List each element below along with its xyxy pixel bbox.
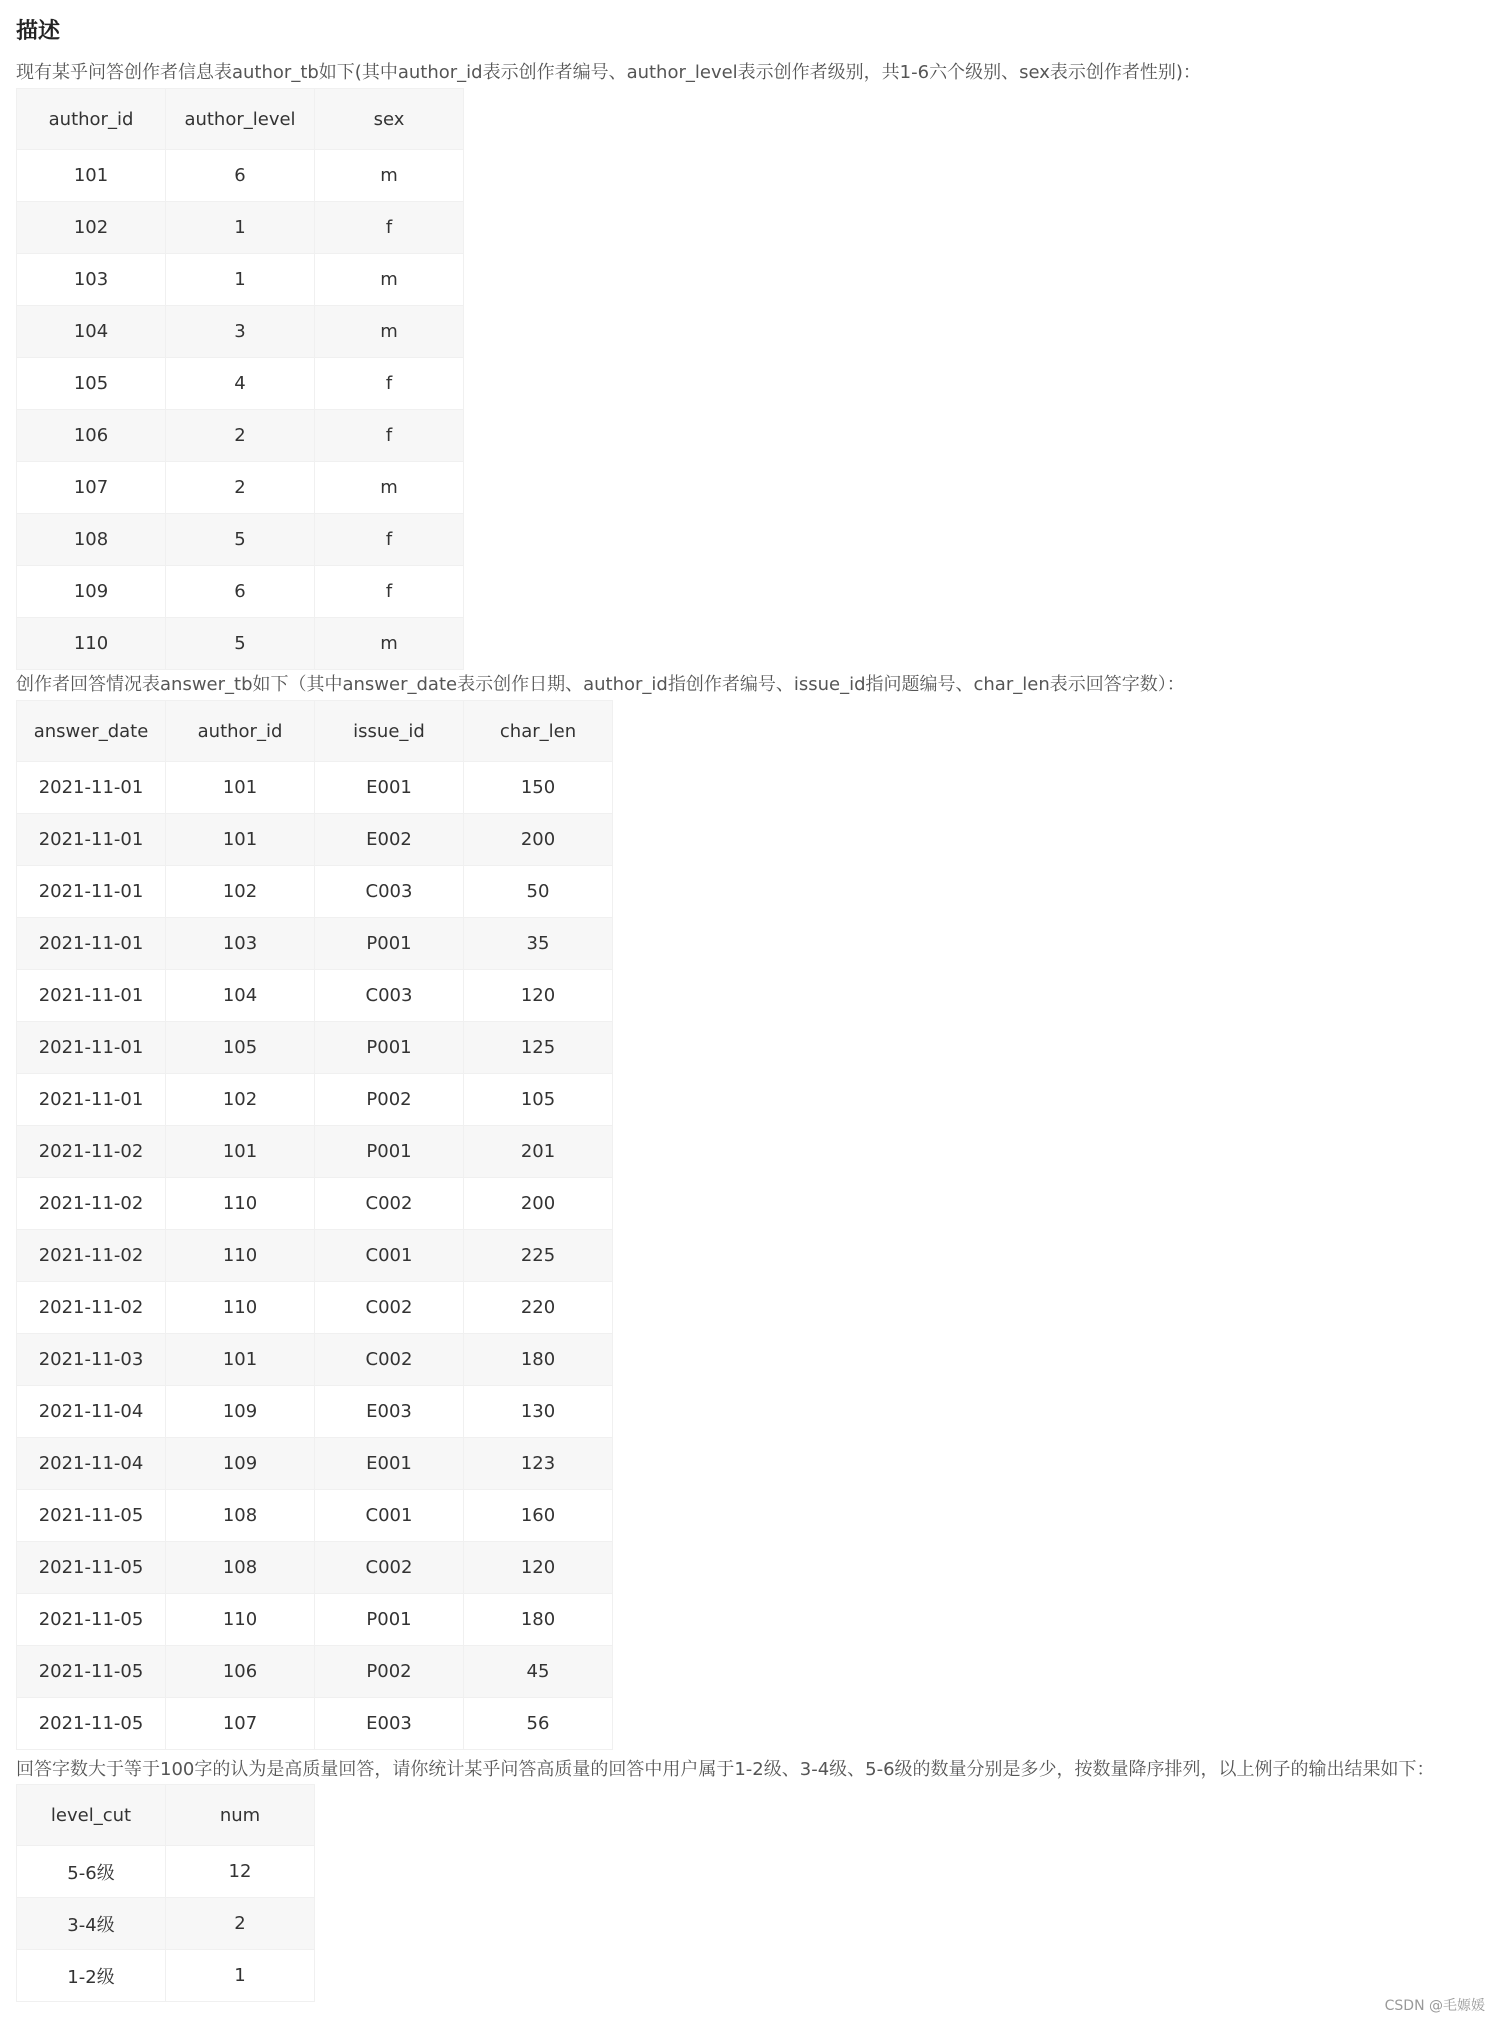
table-cell: 102 [166, 1074, 315, 1126]
section-heading: 描述 [16, 19, 61, 44]
table-cell: 106 [166, 1646, 315, 1698]
table-cell: 150 [464, 762, 613, 814]
table-cell: f [315, 202, 464, 254]
table-cell: 2021-11-01 [17, 970, 166, 1022]
table-cell: m [315, 150, 464, 202]
table-cell: 4 [166, 358, 315, 410]
table-header-row [17, 89, 464, 150]
table-row [17, 1542, 613, 1594]
table-cell: f [315, 358, 464, 410]
table-row [17, 918, 613, 970]
table-cell: 103 [17, 254, 166, 306]
table-header-row [17, 1785, 315, 1846]
table-row [17, 1074, 613, 1126]
watermark: CSDN @毛嫄媛 [1384, 1998, 1485, 2014]
table-cell: 2021-11-01 [17, 866, 166, 918]
table-cell: 2021-11-05 [17, 1698, 166, 1750]
table-row [17, 618, 464, 670]
table-cell: m [315, 254, 464, 306]
table-cell: C003 [315, 970, 464, 1022]
table-cell: 110 [166, 1594, 315, 1646]
column-header-answer-date: answer_date [17, 701, 166, 762]
table-cell: P001 [315, 1594, 464, 1646]
table-cell: E002 [315, 814, 464, 866]
answer-table [16, 700, 613, 1750]
table-header-row [17, 701, 613, 762]
table-cell: 109 [17, 566, 166, 618]
table-cell: 50 [464, 866, 613, 918]
table-cell: 107 [166, 1698, 315, 1750]
table-cell: 5 [166, 618, 315, 670]
table-cell: 108 [17, 514, 166, 566]
table-cell: C002 [315, 1178, 464, 1230]
table-row [17, 1594, 613, 1646]
table-cell: 6 [166, 150, 315, 202]
table-cell: 2021-11-02 [17, 1126, 166, 1178]
table-cell: 101 [166, 762, 315, 814]
table-cell: C002 [315, 1282, 464, 1334]
table-cell: C001 [315, 1490, 464, 1542]
table-cell: 110 [17, 618, 166, 670]
table-cell: 56 [464, 1698, 613, 1750]
table-row [17, 1898, 315, 1950]
table-row [17, 762, 613, 814]
table-cell: 105 [166, 1022, 315, 1074]
table-cell: 200 [464, 814, 613, 866]
column-header-sex: sex [315, 89, 464, 150]
table-cell: P001 [315, 1126, 464, 1178]
table-cell: 110 [166, 1178, 315, 1230]
column-header-char-len: char_len [464, 701, 613, 762]
table-cell: 2 [166, 462, 315, 514]
result-table [16, 1784, 315, 2002]
table-cell: 5-6级 [17, 1846, 166, 1898]
table-cell: 160 [464, 1490, 613, 1542]
column-header-issue-id: issue_id [315, 701, 464, 762]
table-cell: 45 [464, 1646, 613, 1698]
table-cell: 180 [464, 1594, 613, 1646]
table-cell: 2021-11-03 [17, 1334, 166, 1386]
author-table-description: 现有某乎问答创作者信息表author_tb如下(其中author_id表示创作者编号、author_level表示创作者级别，共1-6六个级别、sex表示创作者性别)： [16, 62, 1201, 83]
table-row [17, 514, 464, 566]
table-cell: 35 [464, 918, 613, 970]
table-cell: 120 [464, 970, 613, 1022]
table-cell: 2021-11-01 [17, 1074, 166, 1126]
table-cell: 2021-11-01 [17, 814, 166, 866]
table-cell: 102 [166, 866, 315, 918]
table-cell: 1 [166, 254, 315, 306]
table-cell: 6 [166, 566, 315, 618]
table-cell: 2021-11-02 [17, 1178, 166, 1230]
table-row [17, 1646, 613, 1698]
table-cell: 201 [464, 1126, 613, 1178]
table-row [17, 462, 464, 514]
table-row [17, 1386, 613, 1438]
table-cell: 2021-11-01 [17, 762, 166, 814]
table-row [17, 566, 464, 618]
table-cell: C001 [315, 1230, 464, 1282]
table-row [17, 1282, 613, 1334]
table-cell: m [315, 306, 464, 358]
table-row [17, 1698, 613, 1750]
table-cell: m [315, 462, 464, 514]
table-cell: P001 [315, 918, 464, 970]
table-cell: 104 [166, 970, 315, 1022]
table-cell: 2021-11-04 [17, 1438, 166, 1490]
column-header-author-id: author_id [166, 701, 315, 762]
table-cell: 101 [166, 814, 315, 866]
table-cell: E003 [315, 1698, 464, 1750]
author-table [16, 88, 464, 670]
table-cell: 101 [17, 150, 166, 202]
answer-table-description: 创作者回答情况表answer_tb如下（其中answer_date表示创作日期、author_id指创作者编号、issue_id指问题编号、char_len表示回答字数）： [16, 674, 1185, 695]
table-cell: E001 [315, 1438, 464, 1490]
table-row [17, 150, 464, 202]
table-cell: 105 [17, 358, 166, 410]
table-row [17, 814, 613, 866]
table-cell: 12 [166, 1846, 315, 1898]
column-header-author-level: author_level [166, 89, 315, 150]
table-cell: 2 [166, 1898, 315, 1950]
table-row [17, 1438, 613, 1490]
table-cell: 220 [464, 1282, 613, 1334]
table-row [17, 358, 464, 410]
table-cell: E003 [315, 1386, 464, 1438]
table-cell: 110 [166, 1282, 315, 1334]
table-cell: 120 [464, 1542, 613, 1594]
column-header-level-cut: level_cut [17, 1785, 166, 1846]
table-cell: 104 [17, 306, 166, 358]
table-cell: 108 [166, 1490, 315, 1542]
table-row [17, 1178, 613, 1230]
table-row [17, 254, 464, 306]
table-row [17, 1022, 613, 1074]
table-cell: 2 [166, 410, 315, 462]
table-cell: 108 [166, 1542, 315, 1594]
table-cell: 5 [166, 514, 315, 566]
table-cell: m [315, 618, 464, 670]
table-cell: 105 [464, 1074, 613, 1126]
table-row [17, 410, 464, 462]
result-table-description: 回答字数大于等于100字的认为是高质量回答，请你统计某乎问答高质量的回答中用户属于1-2级、3-4级、5-6级的数量分别是多少，按数量降序排列，以上例子的输出结果如下： [16, 1759, 1435, 1780]
table-cell: f [315, 410, 464, 462]
table-row [17, 866, 613, 918]
table-cell: 2021-11-02 [17, 1282, 166, 1334]
table-cell: 2021-11-05 [17, 1646, 166, 1698]
table-cell: 2021-11-05 [17, 1542, 166, 1594]
table-cell: 109 [166, 1386, 315, 1438]
table-cell: 123 [464, 1438, 613, 1490]
column-header-author-id: author_id [17, 89, 166, 150]
column-header-num: num [166, 1785, 315, 1846]
table-cell: 1 [166, 1950, 315, 2002]
table-cell: 2021-11-01 [17, 918, 166, 970]
table-cell: 2021-11-04 [17, 1386, 166, 1438]
table-cell: f [315, 566, 464, 618]
table-cell: 110 [166, 1230, 315, 1282]
table-cell: f [315, 514, 464, 566]
table-cell: C003 [315, 866, 464, 918]
table-cell: C002 [315, 1334, 464, 1386]
table-cell: 200 [464, 1178, 613, 1230]
table-cell: 130 [464, 1386, 613, 1438]
table-cell: 101 [166, 1126, 315, 1178]
table-row [17, 1126, 613, 1178]
table-row [17, 306, 464, 358]
table-cell: 1-2级 [17, 1950, 166, 2002]
table-cell: 225 [464, 1230, 613, 1282]
table-cell: P001 [315, 1022, 464, 1074]
table-cell: 109 [166, 1438, 315, 1490]
table-row [17, 1950, 315, 2002]
table-cell: 180 [464, 1334, 613, 1386]
table-cell: 102 [17, 202, 166, 254]
table-cell: 3-4级 [17, 1898, 166, 1950]
table-row [17, 1490, 613, 1542]
table-cell: 125 [464, 1022, 613, 1074]
table-cell: 2021-11-02 [17, 1230, 166, 1282]
table-cell: 101 [166, 1334, 315, 1386]
table-cell: 106 [17, 410, 166, 462]
table-row [17, 1334, 613, 1386]
table-cell: 2021-11-05 [17, 1594, 166, 1646]
table-cell: P002 [315, 1646, 464, 1698]
table-cell: C002 [315, 1542, 464, 1594]
table-cell: 2021-11-05 [17, 1490, 166, 1542]
table-row [17, 1846, 315, 1898]
table-cell: P002 [315, 1074, 464, 1126]
table-cell: 3 [166, 306, 315, 358]
table-cell: E001 [315, 762, 464, 814]
table-cell: 107 [17, 462, 166, 514]
table-cell: 2021-11-01 [17, 1022, 166, 1074]
table-row [17, 970, 613, 1022]
table-cell: 103 [166, 918, 315, 970]
table-row [17, 202, 464, 254]
table-row [17, 1230, 613, 1282]
table-cell: 1 [166, 202, 315, 254]
